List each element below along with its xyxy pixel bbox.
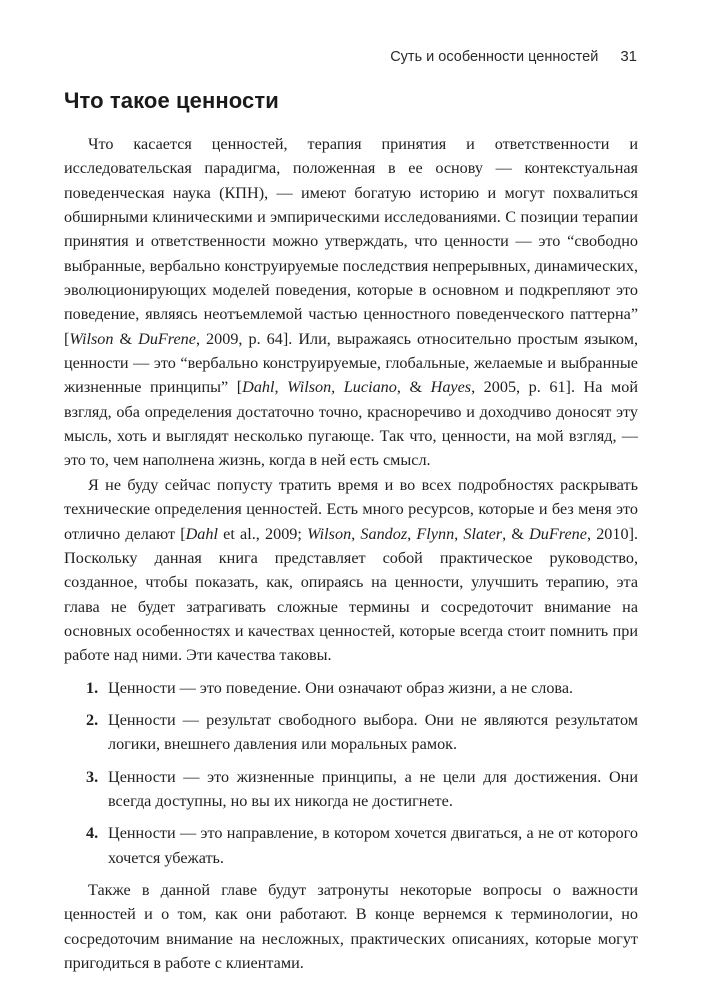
text-run: , & [396,378,431,397]
citation-author: DuFrene [138,329,196,348]
list-item-text: Ценности — это направление, в котором хочется двигаться, а не от которого хочется убежать. [108,824,638,867]
citation-author: Hayes [430,378,472,397]
list-item-text: Ценности — это поведение. Они означают образ жизни, а не слова. [108,678,574,697]
text-run: , 2010]. Поскольку данная книга представляет собой практическое руководство, созданное, чтобы показать, как, опираясь на ценности, улучшить терапию, эта глава не будет затрагивать сложные термины и сосредоточит внимание на основных особенностях и качествах ценностей, которые всегда стоит помнить при работе над ними. Эти качества таковы. [64,524,639,665]
text-run: , & [502,524,530,543]
list-item [64,708,638,757]
running-title: Суть и особенности ценностей [390,49,599,65]
citation-author: Dahl [185,524,218,543]
running-header [390,48,637,65]
text-run: Что касается ценностей, терапия принятия и ответственности и исследовательская парадигма, положенная в ее основу — контекстуальная поведенческая наука (КПН), — имеют богатую историю и могут похвалиться обширными клиническими и эмпирическими исследованиями. С позиции терапии принятия и ответственности можно утверждать, что ценности — это “свободно выбранные, вербально конструируемые последствия непрерывных, динамических, эволюционирующих моделей поведения, которые в основном и подкрепляют это поведение, являясь неотъемлемой частью ценностного поведенческого паттерна” [ [64,135,638,348]
text-run: , 2009, p. 64]. Или, выражаясь относительно простым языком, ценности — это “вербально конструируемые, глобальные, желаемые и выбранные жизненные принципы” [ [64,329,639,397]
citation-author: Wilson [69,329,114,348]
paragraph-3: Также в данной главе будут затронуты некоторые вопросы о важности ценностей и о том, как они работают. В конце вернемся к терминологии, но сосредоточим внимание на несложных, практических описаниях, которые могут пригодиться в работе с клиентами. [64,880,638,972]
list-item-text: Ценности — это жизненные принципы, а не цели для достижения. Они всегда доступны, но вы их никогда не достигнете. [108,767,638,810]
citation-author: DuFrene [529,524,587,543]
citation-author: Dahl, Wilson, Luciano [242,378,397,397]
citation-author: Wilson, Sandoz, Flynn, Slater [307,524,503,543]
paragraph-1 [64,132,638,473]
list-item [64,821,638,870]
list-item-number: 1. [86,678,99,697]
text-run: et al., 2009; [217,524,308,543]
list-item-number: 2. [86,710,99,729]
text-run: & [113,329,139,348]
section-heading: Что такое ценности [64,88,279,113]
list-item-number: 3. [86,767,99,786]
list-item [64,676,638,700]
list-item [64,765,638,814]
body-text [64,132,638,975]
paragraph-2 [64,473,638,668]
text-run: Я не буду сейчас попусту тратить время и во всех подробностях раскрывать технические определения ценностей. Есть много ресурсов, которые и без меня это отлично делают [ [64,475,638,543]
list-item-text: Ценности — результат свободного выбора. Они не являются результатом логики, внешнего давления или моральных рамок. [108,710,638,754]
page-number: 31 [620,48,637,65]
text-run: , 2005, p. 61]. На мой взгляд, оба определения достаточно точно, красноречиво и доходчиво доносят эту мысль, хоть и выглядят несколько пугающе. Так что, ценности, на мой взгляд, — это то, чем наполнена жизнь, когда в ней есть смысл. [64,378,638,470]
qualities-list [64,676,638,870]
list-item-number: 4. [86,824,99,843]
